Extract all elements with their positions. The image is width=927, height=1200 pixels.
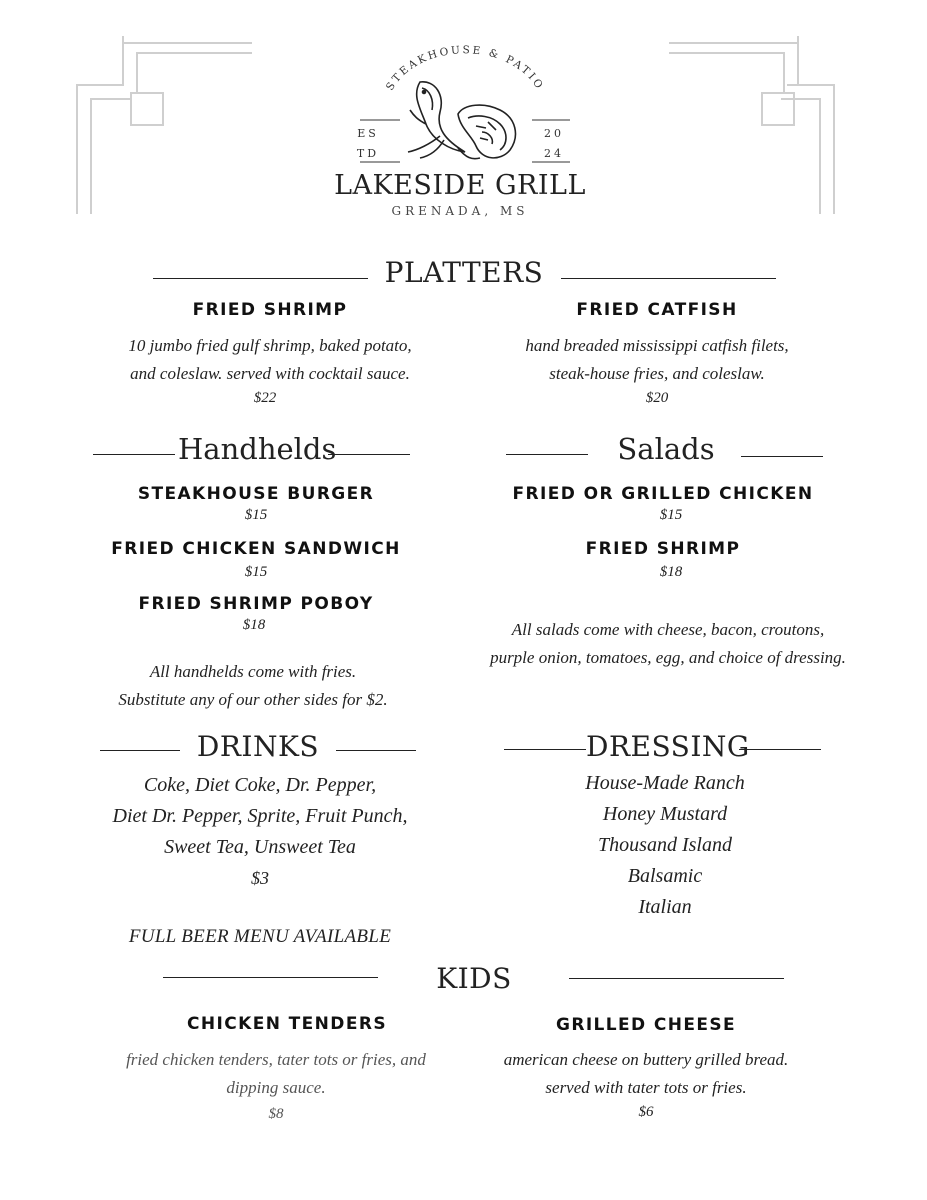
year-text: 24 [544,147,564,160]
description-line: fried chicken tenders, tater tots or fries, and [126,1050,426,1069]
divider [163,977,378,978]
note-line: All salads come with cheese, bacon, croutons, [511,620,825,639]
item-price: $15 [244,564,268,580]
item-description [440,1046,852,1102]
divider [739,749,821,750]
dressing-item: Thousand Island [598,834,732,856]
restaurant-name: LAKESIDE GRILL [334,170,586,201]
item-title: FRIED OR GRILLED CHICKEN [512,484,814,504]
divider [336,750,416,751]
dressing-item: Italian [638,896,692,918]
description-line: served with tater tots or fries. [545,1078,747,1097]
est-text: ES [357,127,379,140]
divider [100,750,180,751]
item-price: $15 [659,507,683,523]
item-price: $6 [638,1104,654,1120]
divider [93,454,175,455]
dressing-item: House-Made Ranch [585,772,745,794]
divider [506,454,588,455]
est-text: TD [356,147,380,160]
dressing-item: Honey Mustard [602,803,728,825]
item-title: FRIED CHICKEN SANDWICH [111,539,401,559]
catfish-icon [408,82,480,159]
svg-text:STEAKHOUSE & PATIO [384,44,546,93]
note-line: All handhelds come with fries. [149,662,357,681]
drinks-list [60,770,460,863]
section-title-kids: KIDS [436,962,512,995]
description-line: dipping sauce. [226,1078,326,1097]
dressing-item: Balsamic [627,865,703,887]
logo-arc-text: STEAKHOUSE & PATIO [383,44,547,93]
divider [561,278,776,279]
item-price: $18 [242,617,266,633]
restaurant-location: GRENADA, MS [391,204,529,218]
section-note [462,616,874,672]
item-title: STEAKHOUSE BURGER [137,484,375,504]
section-title-handhelds: Handhelds [178,432,337,466]
note-line: purple onion, tomatoes, egg, and choice of dressing. [490,648,846,667]
drinks-line: Sweet Tea, Unsweet Tea [164,836,356,858]
divider [569,978,784,979]
divider [328,454,410,455]
item-description [70,1046,482,1102]
description-line: 10 jumbo fried gulf shrimp, baked potato, [128,336,412,355]
divider [741,456,823,457]
item-price: $8 [268,1106,284,1122]
description-line: steak-house fries, and coleslaw. [549,364,765,383]
section-title-platters: PLATTERS [384,256,544,289]
divider [504,749,586,750]
divider [153,278,368,279]
drinks-line: Diet Dr. Pepper, Sprite, Fruit Punch, [112,805,408,827]
section-title-drinks: DRINKS [196,730,320,763]
item-title: FRIED SHRIMP [585,539,741,559]
item-description [60,332,480,388]
drinks-price: $3 [251,868,269,888]
item-price: $18 [659,564,683,580]
item-title: CHICKEN TENDERS [187,1014,387,1034]
section-title-salads: Salads [617,432,715,466]
description-line: american cheese on buttery grilled bread. [503,1050,789,1069]
section-title-dressing: DRESSING [586,730,750,763]
item-title: GRILLED CHEESE [555,1015,737,1035]
item-title: FRIED SHRIMP [192,300,348,320]
description-line: and coleslaw. served with cocktail sauce. [130,364,410,383]
item-title: FRIED SHRIMP POBOY [138,594,374,614]
beer-note: FULL BEER MENU AVAILABLE [128,926,392,947]
item-price: $22 [253,390,277,406]
dressing-list [465,768,865,923]
item-description [447,332,867,388]
section-note [40,658,466,714]
steak-icon [458,105,515,158]
description-line: hand breaded mississippi catfish filets, [525,336,789,355]
year-text: 20 [544,127,564,140]
item-price: $20 [645,390,669,406]
note-line: Substitute any of our other sides for $2. [118,690,388,709]
item-price: $15 [244,507,268,523]
item-title: FRIED CATFISH [576,300,738,320]
drinks-line: Coke, Diet Coke, Dr. Pepper, [143,774,377,796]
